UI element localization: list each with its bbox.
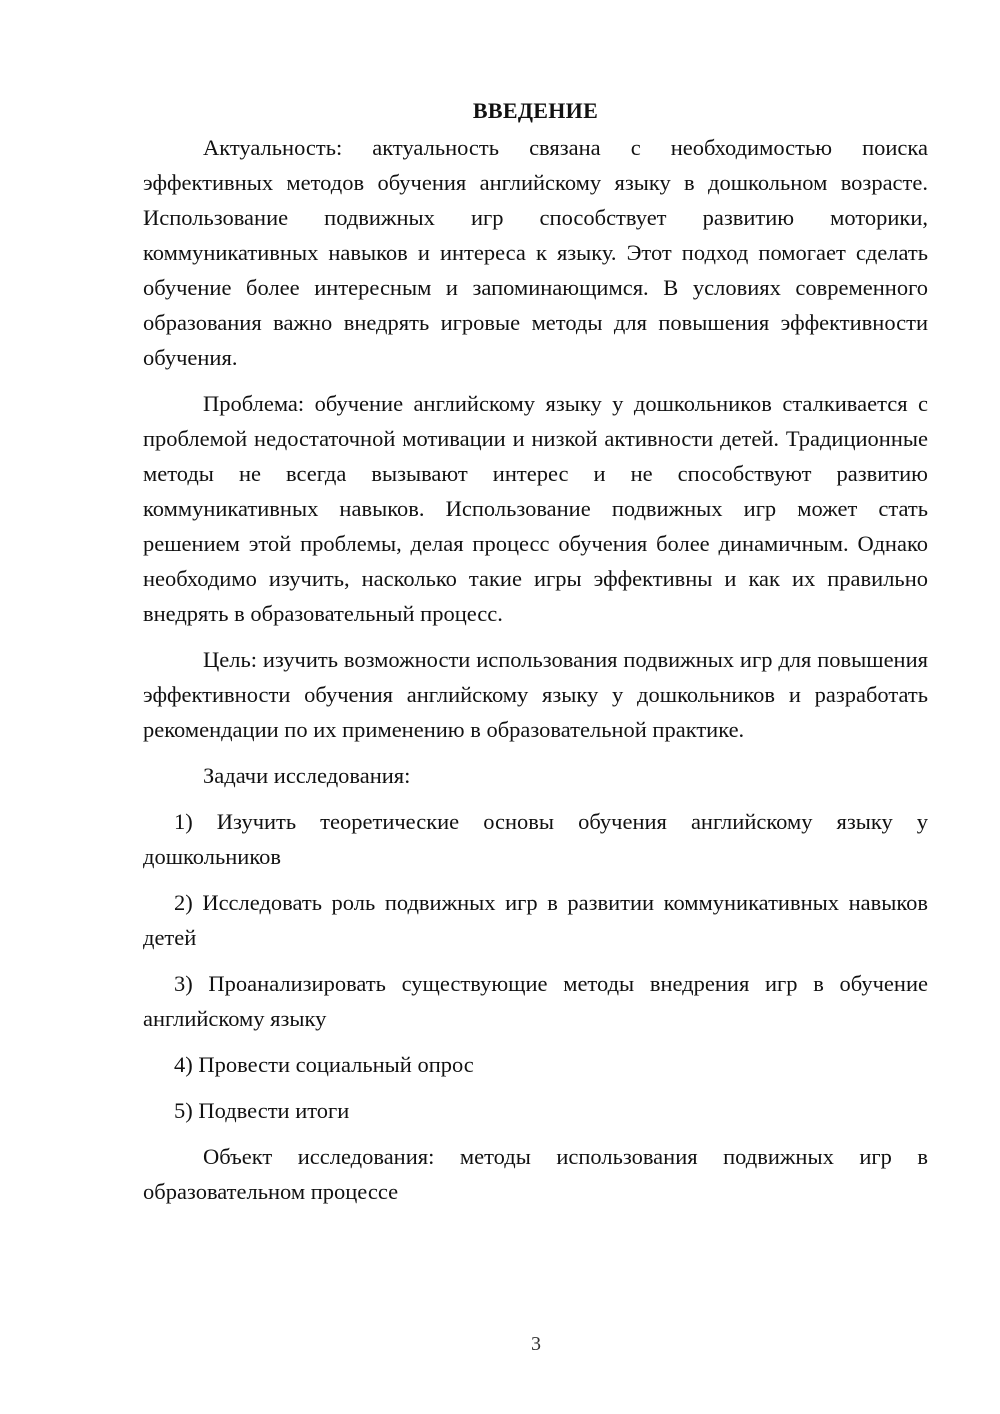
object-paragraph: Объект исследования: методы использования подвижных игр в образовательном процессе: [143, 1144, 928, 1204]
page-title: ВВЕДЕНИЕ: [472, 98, 599, 123]
relevance-paragraph: Актуальность: актуальность связана с необходимостью поиска эффективных методов обучения английскому языку в дошкольном возрасте. Использование подвижных игр способствует развитию моторики, коммуникативных навыков и интереса к языку. Этот подход помогает сделать обучение более интересным и запоминающимся. В условиях современного образования важно внедрять игровые методы для повышения эффективности обучения.: [143, 135, 928, 370]
problem-paragraph: Проблема: обучение английскому языку у дошкольников сталкивается с проблемой недостаточной мотивации и низкой активности детей. Традиционные методы не всегда вызывают интерес и не способствуют развитию коммуникативных навыков. Использование подвижных игр может стать решением этой проблемы, делая процесс обучения более динамичным. Однако необходимо изучить, насколько такие игры эффективны и как их правильно внедрять в образовательный процесс.: [143, 391, 928, 626]
tasks-heading: Задачи исследования:: [203, 763, 411, 788]
goal-paragraph: Цель: изучить возможности использования подвижных игр для повышения эффективности обучения английскому языку у дошкольников и разработать рекомендации по их применению в образовательной практике.: [143, 647, 928, 742]
task-item: 4) Провести социальный опрос: [174, 1052, 474, 1077]
task-item: 2) Исследовать роль подвижных игр в развитии коммуникативных навыков детей: [143, 890, 928, 950]
task-item: 3) Проанализировать существующие методы внедрения игр в обучение английскому языку: [143, 971, 928, 1031]
task-item: 5) Подвести итоги: [174, 1098, 350, 1123]
page-number: 3: [531, 1333, 541, 1355]
task-item: 1) Изучить теоретические основы обучения английскому языку у дошкольников: [143, 809, 928, 869]
document-page: [143, 96, 928, 1220]
